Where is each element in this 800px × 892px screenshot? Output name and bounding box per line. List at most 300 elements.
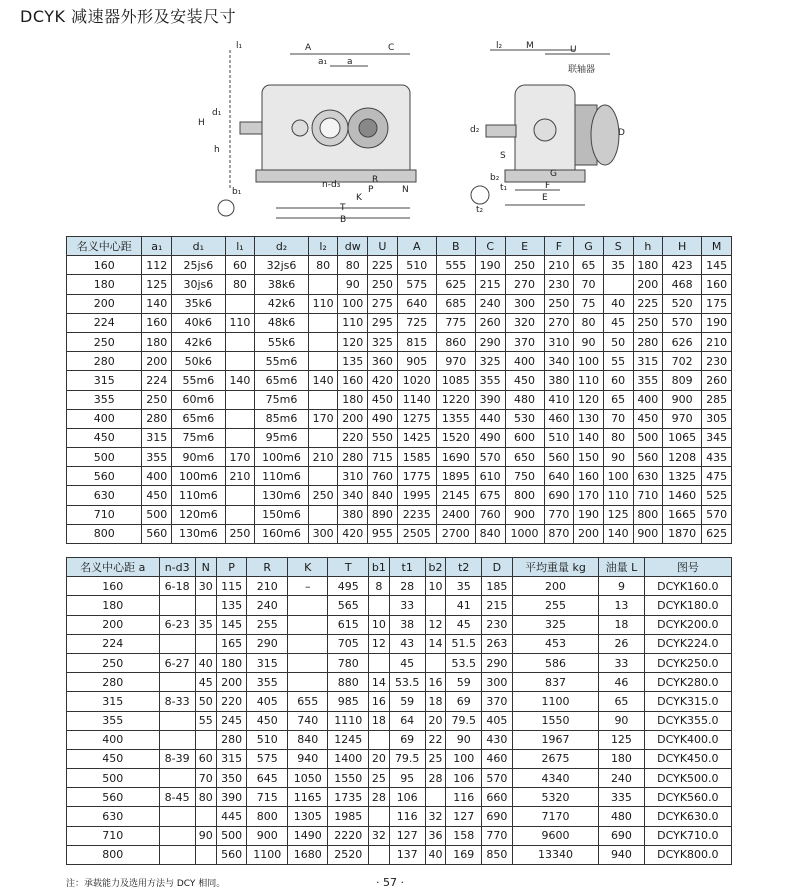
table-cell: 570 <box>663 313 702 332</box>
table-cell: 90 <box>338 275 368 294</box>
table-cell: 100 <box>338 294 368 313</box>
table-cell: 33 <box>389 596 425 615</box>
table-cell: 8 <box>368 577 389 596</box>
reducer-drawings <box>0 30 800 230</box>
table-cell: 110 <box>338 313 368 332</box>
table-cell: 25 <box>425 749 446 768</box>
table-cell: 1000 <box>505 524 544 543</box>
table-cell: 560 <box>216 845 247 864</box>
table-cell: 42k6 <box>172 332 226 351</box>
table-cell: 475 <box>702 467 732 486</box>
table-cell: 640 <box>544 467 574 486</box>
column-header: S <box>603 237 633 256</box>
table-cell: 40 <box>603 294 633 313</box>
table-cell: 115 <box>216 577 247 596</box>
table-cell: 2235 <box>397 505 436 524</box>
table-cell: 355 <box>475 371 505 390</box>
table-cell: 40k6 <box>172 313 226 332</box>
table-cell: 255 <box>247 615 288 634</box>
table-cell: 740 <box>287 711 328 730</box>
table-cell: 815 <box>397 332 436 351</box>
table-cell: 80 <box>225 275 255 294</box>
table-cell: 453 <box>512 634 598 653</box>
table-cell: 55 <box>603 352 633 371</box>
svg-text:G: G <box>550 169 557 179</box>
table-cell: DCYK224.0 <box>644 634 731 653</box>
table-cell: 710 <box>67 505 142 524</box>
table-cell <box>195 596 216 615</box>
table-cell <box>225 428 255 447</box>
table-cell: 90 <box>446 730 482 749</box>
svg-text:l₁: l₁ <box>236 41 243 51</box>
table-cell: 690 <box>599 826 645 845</box>
table-row <box>67 577 732 596</box>
column-header: l₂ <box>308 237 338 256</box>
table-cell: 240 <box>475 294 505 313</box>
table-cell: 340 <box>544 352 574 371</box>
table-cell: 35k6 <box>172 294 226 313</box>
table-cell: 1585 <box>397 448 436 467</box>
table-cell: 250 <box>67 332 142 351</box>
table-cell: 263 <box>482 634 513 653</box>
table-cell: DCYK250.0 <box>644 653 731 672</box>
table-cell: 315 <box>67 371 142 390</box>
table-cell: 780 <box>328 653 369 672</box>
table-cell: 32 <box>368 826 389 845</box>
table-cell: 240 <box>247 596 288 615</box>
table-cell: 32js6 <box>255 256 309 275</box>
table-cell: 64 <box>389 711 425 730</box>
table-cell: 260 <box>475 313 505 332</box>
table-cell: 355 <box>633 371 663 390</box>
column-header: dw <box>338 237 368 256</box>
table-cell: 715 <box>247 788 288 807</box>
table-cell: 90 <box>603 448 633 467</box>
table-cell: 200 <box>142 352 172 371</box>
table-cell: 38 <box>389 615 425 634</box>
table-cell: 570 <box>702 505 732 524</box>
table-cell: 275 <box>368 294 398 313</box>
table-cell <box>159 711 195 730</box>
table-cell: 400 <box>142 467 172 486</box>
table-cell: 380 <box>338 505 368 524</box>
table-cell: 60 <box>603 371 633 390</box>
table-cell: 280 <box>216 730 247 749</box>
table-cell: 1275 <box>397 409 436 428</box>
column-header: D <box>482 558 513 577</box>
table-cell: 22 <box>425 730 446 749</box>
table-cell <box>225 505 255 524</box>
table-cell: 200 <box>633 275 663 294</box>
table-row <box>67 313 732 332</box>
table-cell: 970 <box>436 352 475 371</box>
table-cell: 350 <box>216 769 247 788</box>
table-cell: 560 <box>67 788 160 807</box>
table-cell: 775 <box>436 313 475 332</box>
table-cell <box>195 807 216 826</box>
table-cell: 225 <box>368 256 398 275</box>
table-cell: 120 <box>338 332 368 351</box>
table-cell: 25 <box>368 769 389 788</box>
table-cell: 710 <box>67 826 160 845</box>
table-cell: 420 <box>368 371 398 390</box>
table-cell: 390 <box>216 788 247 807</box>
table-cell: 1110 <box>328 711 369 730</box>
table-cell <box>368 730 389 749</box>
svg-text:b₂: b₂ <box>490 173 500 183</box>
table-cell: 13 <box>599 596 645 615</box>
table-cell: 160 <box>142 313 172 332</box>
table-cell: 250 <box>368 275 398 294</box>
table-cell: 840 <box>368 486 398 505</box>
table-cell: 125 <box>142 275 172 294</box>
table-cell: 55m6 <box>255 352 309 371</box>
table-cell: 955 <box>368 524 398 543</box>
column-header: t2 <box>446 558 482 577</box>
table-cell: 630 <box>67 807 160 826</box>
table-cell: 80 <box>574 313 604 332</box>
table-cell: 230 <box>482 615 513 634</box>
table-cell: 40 <box>425 845 446 864</box>
table-cell: 12 <box>425 615 446 634</box>
table-cell: 120 <box>574 390 604 409</box>
table-cell: 75m6 <box>255 390 309 409</box>
table-cell: 210 <box>308 448 338 467</box>
table-cell <box>159 845 195 864</box>
table-cell: 495 <box>328 577 369 596</box>
table-cell: 190 <box>475 256 505 275</box>
table-row <box>67 409 732 428</box>
table-cell: 5320 <box>512 788 598 807</box>
table-cell: 14 <box>368 673 389 692</box>
table-row <box>67 428 732 447</box>
table-cell: 1020 <box>397 371 436 390</box>
table-cell: 6-27 <box>159 653 195 672</box>
table-cell: 180 <box>67 275 142 294</box>
table-cell <box>287 615 328 634</box>
table-cell: 400 <box>67 409 142 428</box>
table-cell <box>225 409 255 428</box>
table-cell: 4340 <box>512 769 598 788</box>
table-cell: 1490 <box>287 826 328 845</box>
table-cell: 660 <box>482 788 513 807</box>
table-cell: 160 <box>574 467 604 486</box>
table-cell: 45 <box>446 615 482 634</box>
table-cell: 170 <box>225 448 255 467</box>
table-cell: 450 <box>247 711 288 730</box>
table-cell: 250 <box>505 256 544 275</box>
table-cell: 1967 <box>512 730 598 749</box>
table-cell: 440 <box>475 409 505 428</box>
column-header: C <box>475 237 505 256</box>
table-cell: 1775 <box>397 467 436 486</box>
table-cell: 290 <box>482 653 513 672</box>
svg-text:t₁: t₁ <box>500 183 508 193</box>
table-cell: 250 <box>308 486 338 505</box>
table-cell: 160 <box>67 577 160 596</box>
table-cell: 565 <box>328 596 369 615</box>
table-cell: 28 <box>425 769 446 788</box>
table-cell: 655 <box>287 692 328 711</box>
table-cell: 230 <box>702 352 732 371</box>
table-cell <box>225 332 255 351</box>
table-cell <box>308 505 338 524</box>
table-row <box>67 749 732 768</box>
table-cell: 586 <box>512 653 598 672</box>
table-cell: 840 <box>287 730 328 749</box>
table-row <box>67 505 732 524</box>
table-cell: 800 <box>67 845 160 864</box>
table-cell <box>308 313 338 332</box>
table-cell: 280 <box>67 352 142 371</box>
table-cell: 800 <box>633 505 663 524</box>
table-cell: 75 <box>574 294 604 313</box>
table-cell: 100m6 <box>255 448 309 467</box>
svg-text:B: B <box>340 215 347 225</box>
table-cell: 460 <box>482 749 513 768</box>
column-header: b2 <box>425 558 446 577</box>
table-cell: 215 <box>482 596 513 615</box>
table-cell: 225 <box>633 294 663 313</box>
table-cell: 20 <box>368 749 389 768</box>
table-cell: 1085 <box>436 371 475 390</box>
table-cell: 1460 <box>663 486 702 505</box>
column-header: T <box>328 558 369 577</box>
table-cell: 1355 <box>436 409 475 428</box>
table-cell: 315 <box>67 692 160 711</box>
table-cell: 50 <box>603 332 633 351</box>
table-cell: 69 <box>446 692 482 711</box>
table-cell: 255 <box>512 596 598 615</box>
table-cell: 310 <box>544 332 574 351</box>
table-cell: 175 <box>702 294 732 313</box>
table-cell <box>159 596 195 615</box>
table-cell: 335 <box>599 788 645 807</box>
table-cell <box>225 294 255 313</box>
table-cell: 270 <box>505 275 544 294</box>
table-cell: DCYK315.0 <box>644 692 731 711</box>
column-header: n-d3 <box>159 558 195 577</box>
table-cell: 970 <box>663 409 702 428</box>
table-cell: 1305 <box>287 807 328 826</box>
table-cell: 70 <box>195 769 216 788</box>
table-cell: 145 <box>216 615 247 634</box>
table-cell: 26 <box>599 634 645 653</box>
table-cell: 1325 <box>663 467 702 486</box>
table-cell: 360 <box>368 352 398 371</box>
table-cell: 80 <box>195 788 216 807</box>
table-cell: 53.5 <box>389 673 425 692</box>
table-cell: DCYK450.0 <box>644 749 731 768</box>
table-row <box>67 769 732 788</box>
table-cell: 200 <box>67 294 142 313</box>
table-cell: 215 <box>475 275 505 294</box>
table-cell: DCYK160.0 <box>644 577 731 596</box>
column-header: 名义中心距 a <box>67 558 160 577</box>
column-header: b1 <box>368 558 389 577</box>
table-cell: 1100 <box>512 692 598 711</box>
table-row <box>67 275 732 294</box>
table-cell: 110 <box>603 486 633 505</box>
table-cell: 1100 <box>247 845 288 864</box>
table-cell: 160m6 <box>255 524 309 543</box>
table-cell: 50 <box>195 692 216 711</box>
column-header: E <box>505 237 544 256</box>
table-cell: 800 <box>505 486 544 505</box>
table-cell: 390 <box>475 390 505 409</box>
table-cell: 1735 <box>328 788 369 807</box>
table-cell: 70 <box>603 409 633 428</box>
table-cell: 1690 <box>436 448 475 467</box>
table-cell: 435 <box>702 448 732 467</box>
table-cell: 245 <box>216 711 247 730</box>
table-cell: DCYK710.0 <box>644 826 731 845</box>
table-cell: 110 <box>225 313 255 332</box>
column-header: K <box>287 558 328 577</box>
table-cell: 575 <box>397 275 436 294</box>
table-cell: 300 <box>308 524 338 543</box>
svg-text:N: N <box>402 185 409 195</box>
table-cell: 18 <box>425 692 446 711</box>
table-cell: 160 <box>67 256 142 275</box>
table-cell: 65 <box>574 256 604 275</box>
table-cell: 1140 <box>397 390 436 409</box>
table-cell: 8-39 <box>159 749 195 768</box>
table-cell <box>368 807 389 826</box>
table-cell: 315 <box>142 428 172 447</box>
table-cell: 220 <box>338 428 368 447</box>
table-cell: 560 <box>67 467 142 486</box>
table-cell: 116 <box>446 788 482 807</box>
table-cell: 800 <box>247 807 288 826</box>
table-cell: 38k6 <box>255 275 309 294</box>
table-cell: 1550 <box>328 769 369 788</box>
table-cell: 510 <box>397 256 436 275</box>
table-cell: 1425 <box>397 428 436 447</box>
table-cell: 35 <box>195 615 216 634</box>
table-cell: 2220 <box>328 826 369 845</box>
table-cell: 46 <box>599 673 645 692</box>
table-cell: 640 <box>397 294 436 313</box>
table-cell: 870 <box>544 524 574 543</box>
table-row <box>67 332 732 351</box>
table-cell <box>368 653 389 672</box>
column-header: H <box>663 237 702 256</box>
table-cell: 51.5 <box>446 634 482 653</box>
table-row <box>67 692 732 711</box>
table-cell: 220 <box>216 692 247 711</box>
table-cell: 55 <box>195 711 216 730</box>
table-cell: DCYK200.0 <box>644 615 731 634</box>
table-cell: 90 <box>195 826 216 845</box>
table-cell: 45 <box>389 653 425 672</box>
table-cell: 69 <box>389 730 425 749</box>
table-cell: 900 <box>247 826 288 845</box>
table-cell: 170 <box>574 486 604 505</box>
table-cell: DCYK400.0 <box>644 730 731 749</box>
table-cell: 630 <box>633 467 663 486</box>
svg-text:E: E <box>542 193 548 203</box>
table-cell: 270 <box>544 313 574 332</box>
table-cell: 75m6 <box>172 428 226 447</box>
table-cell: 460 <box>544 409 574 428</box>
page-number: · 57 · <box>376 876 404 889</box>
table-cell: 140 <box>574 428 604 447</box>
table-cell: 405 <box>482 711 513 730</box>
table-cell: 760 <box>475 505 505 524</box>
table-row <box>67 352 732 371</box>
table-cell: 100m6 <box>172 467 226 486</box>
table-cell: 42k6 <box>255 294 309 313</box>
table-cell: 500 <box>67 769 160 788</box>
table-cell: 2505 <box>397 524 436 543</box>
table-cell: 180 <box>338 390 368 409</box>
table-cell: 130m6 <box>255 486 309 505</box>
table-row <box>67 788 732 807</box>
table-cell: 1208 <box>663 448 702 467</box>
table-cell: 345 <box>702 428 732 447</box>
table-cell: 80 <box>308 256 338 275</box>
column-header: t1 <box>389 558 425 577</box>
column-header: l₁ <box>225 237 255 256</box>
table-cell: 1995 <box>397 486 436 505</box>
table-cell: 112 <box>142 256 172 275</box>
table-cell: 85m6 <box>255 409 309 428</box>
table-cell: 8-33 <box>159 692 195 711</box>
table-cell <box>159 826 195 845</box>
table-cell: 850 <box>482 845 513 864</box>
table-cell: 158 <box>446 826 482 845</box>
column-header: R <box>247 558 288 577</box>
table-cell: 370 <box>482 692 513 711</box>
table-cell: 305 <box>702 409 732 428</box>
table-cell: 525 <box>702 486 732 505</box>
table-cell: 1550 <box>512 711 598 730</box>
svg-text:b₁: b₁ <box>232 187 242 197</box>
svg-text:P: P <box>368 185 374 195</box>
table-row <box>67 673 732 692</box>
svg-text:t₂: t₂ <box>476 205 484 215</box>
table-cell <box>195 634 216 653</box>
table-cell: 200 <box>67 615 160 634</box>
column-header: d₁ <box>172 237 226 256</box>
table-cell: 110 <box>308 294 338 313</box>
table-cell: 400 <box>633 390 663 409</box>
table-cell: 280 <box>633 332 663 351</box>
table-cell: 940 <box>287 749 328 768</box>
table-cell: 18 <box>368 711 389 730</box>
table-cell: 450 <box>505 371 544 390</box>
table-cell: 900 <box>505 505 544 524</box>
table-cell: 355 <box>67 711 160 730</box>
table-cell: 127 <box>389 826 425 845</box>
table-cell <box>225 486 255 505</box>
table-cell: 1895 <box>436 467 475 486</box>
table-cell: 210 <box>544 256 574 275</box>
table-cell: 480 <box>599 807 645 826</box>
table-cell: 310 <box>338 467 368 486</box>
table-row <box>67 371 732 390</box>
table-cell: 125 <box>599 730 645 749</box>
table-cell: 200 <box>216 673 247 692</box>
table-row <box>67 730 732 749</box>
table-cell: 1050 <box>287 769 328 788</box>
table-cell: 110m6 <box>255 467 309 486</box>
table-cell: DCYK560.0 <box>644 788 731 807</box>
svg-text:a: a <box>347 57 353 67</box>
table-cell: 940 <box>599 845 645 864</box>
table-cell: 16 <box>368 692 389 711</box>
